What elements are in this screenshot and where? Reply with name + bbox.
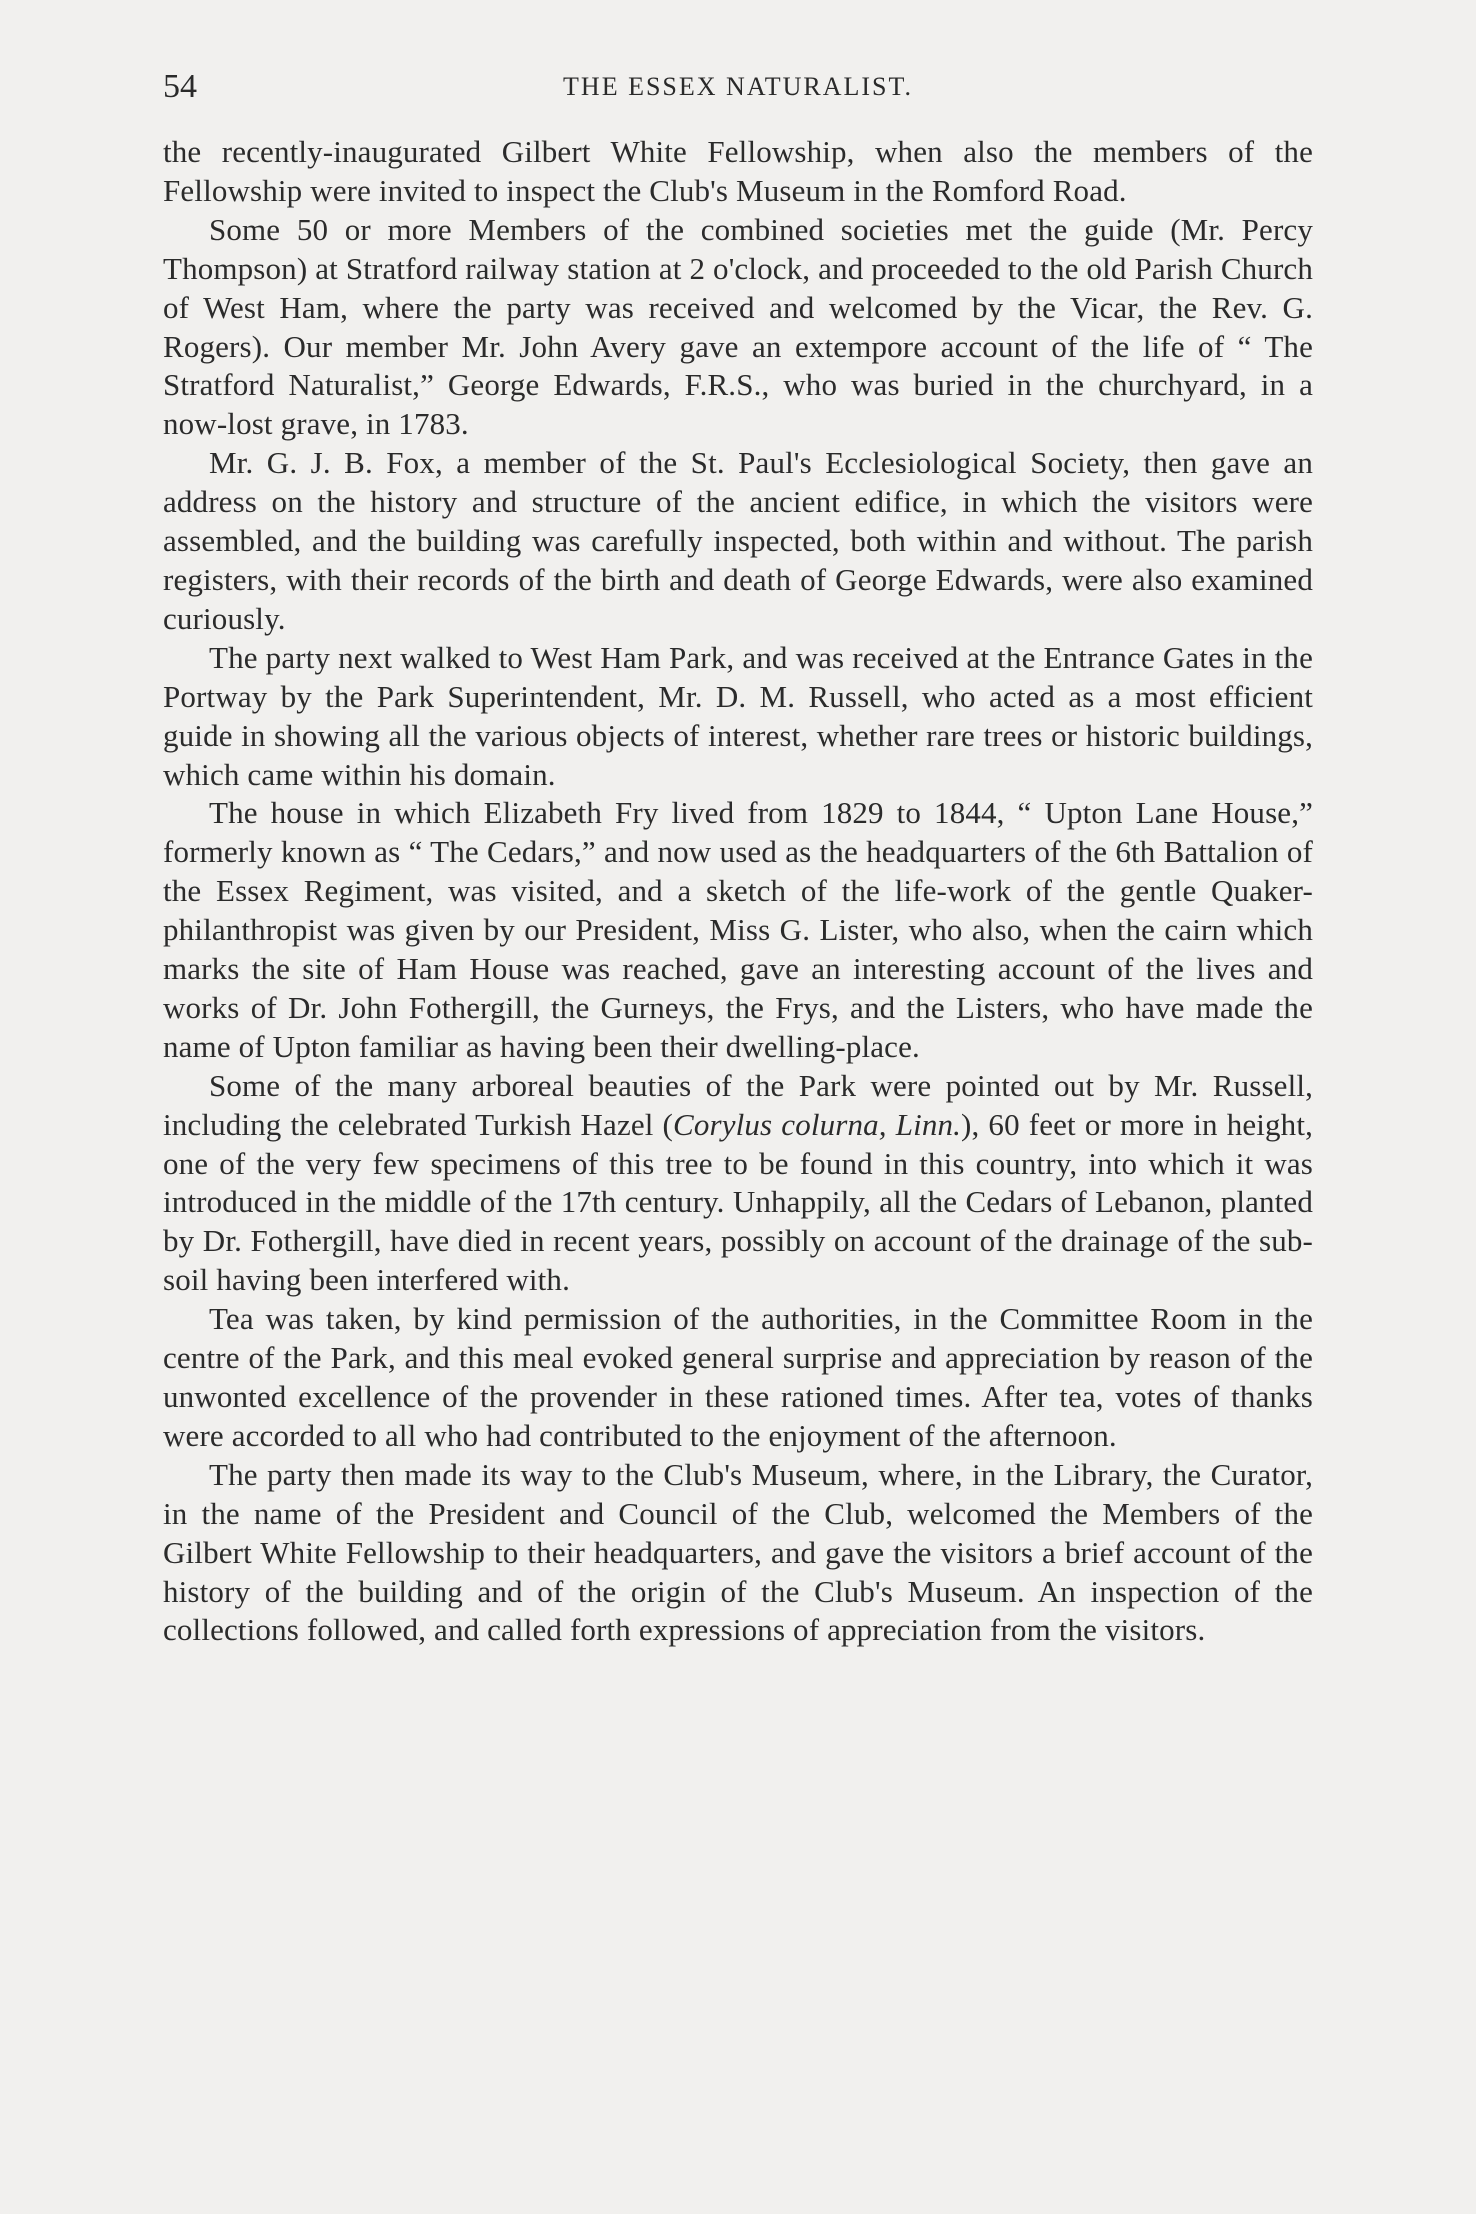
running-title: THE ESSEX NATURALIST. [563, 72, 913, 101]
paragraph: the recently-inaugurated Gilbert White Fellowship, when also the members of the Fellowship were invited to inspect the Club's Museum in the Romford Road. [163, 134, 1313, 208]
paragraph-text: ), 60 feet or more in height, one of the very few specimens of this tree to be found in this country, into which it was introduced in the middle of the 17th century. Unhappily, all the Cedars of Lebanon, planted by Dr. Fothergill, have died in recent years, possibly on account of the drainage of the sub-soil having been interfered with. [163, 1106, 1313, 1298]
paragraph: The house in which Elizabeth Fry lived from 1829 to 1844, “ Upton Lane House,” formerly known as “ The Cedars,” and now used as the headquarters of the 6th Battalion of the Essex Regiment, was visited, and a sketch of the life-work of the gentle Quaker-philanthropist was given by our President, Miss G. Lister, who also, when the cairn which marks the site of Ham House was reached, gave an interesting account of the lives and works of Dr. John Fothergill, the Gurneys, the Frys, and the Listers, who have made the name of Upton familiar as having been their dwelling-place. [163, 795, 1313, 1064]
page-header [163, 62, 1313, 112]
species-name: Corylus colurna, Linn. [673, 1106, 962, 1142]
paragraph: Mr. G. J. B. Fox, a member of the St. Paul's Ecclesiological Society, then gave an address on the history and structure of the ancient edifice, in which the visitors were assembled, and the building was carefully inspected, both within and without. The parish registers, with their records of the birth and death of George Edwards, were also examined curiously. [163, 445, 1313, 636]
paragraph: The party next walked to West Ham Park, and was received at the Entrance Gates in the Portway by the Park Superintendent, Mr. D. M. Russell, who acted as a most efficient guide in showing all the various objects of interest, whether rare trees or historic buildings, which came within his domain. [163, 639, 1313, 792]
paragraph: Some 50 or more Members of the combined societies met the guide (Mr. Percy Thompson) at Stratford railway station at 2 o'clock, and proceeded to the old Parish Church of West Ham, where the party was received and welcomed by the Vicar, the Rev. G. Rogers). Our member Mr. John Avery gave an extempore account of the life of “ The Stratford Naturalist,” George Edwards, F.R.S., who was buried in the churchyard, in a now-lost grave, in 1783. [163, 211, 1313, 442]
paragraph-text: Some of the many arboreal beauties of the Park were pointed out by Mr. Russell, including the celebrated Turkish Hazel ( [163, 1067, 1313, 1142]
page-number: 54 [163, 68, 197, 105]
paragraph: The party then made its way to the Club's Museum, where, in the Library, the Curator, in the name of the President and Council of the Club, welcomed the Members of the Gilbert White Fellowship to their headquarters, and gave the visitors a brief account of the history of the building and of the origin of the Club's Museum. An inspection of the collections followed, and called forth expressions of appreciation from the visitors. [163, 1456, 1313, 1648]
paragraph [163, 1067, 1313, 1300]
paragraph: Tea was taken, by kind permission of the authorities, in the Committee Room in the centre of the Park, and this meal evoked general surprise and appreciation by reason of the unwonted excellence of the provender in these rationed times. After tea, votes of thanks were accorded to all who had contributed to the enjoyment of the afternoon. [163, 1301, 1313, 1453]
body-text [163, 133, 1313, 1650]
